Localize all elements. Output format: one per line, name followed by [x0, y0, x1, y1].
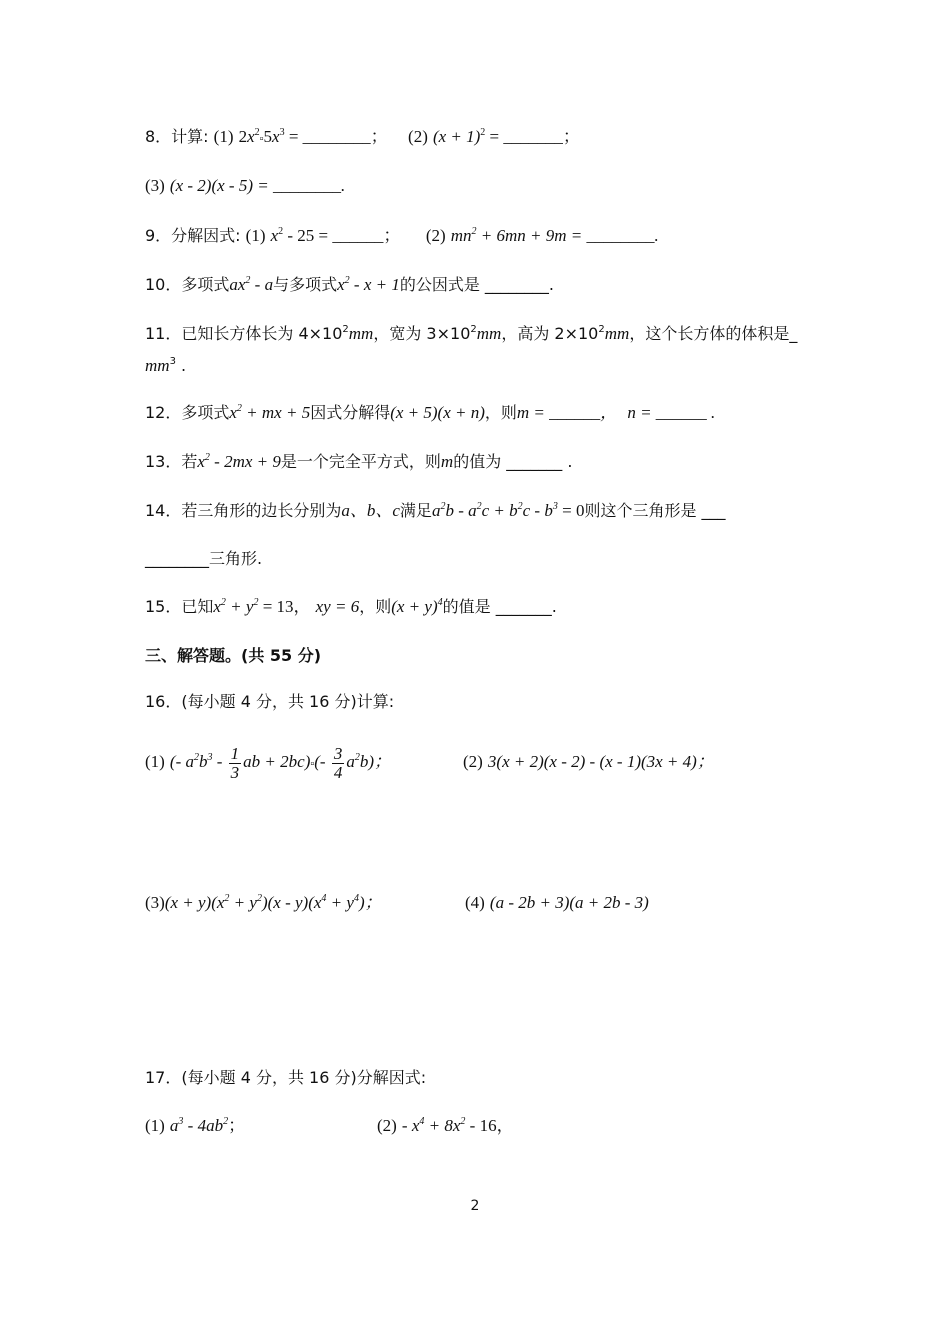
q14-expr: $a^2b - a^2c + b^2c - b^3 = 0$ — [431, 501, 585, 520]
question-13 — [145, 451, 572, 473]
q17-part2-label: (2) — [377, 1116, 397, 1135]
q8-part3-label: (3) — [145, 176, 165, 195]
question-8 — [145, 126, 580, 150]
question-16-part4 — [465, 892, 649, 914]
q8-part2-label: (2) — [408, 127, 428, 146]
q9-expr1: $x^2 - 25$ = ______； — [270, 226, 401, 245]
q12-expr2: (x + 5)(x + n) — [390, 403, 485, 422]
q8-expr3: (x - 2)(x - 5) = ________. — [169, 176, 346, 195]
question-16-title: 16．(每小题 4 分，共 16 分)计算: — [145, 692, 395, 711]
q13-tail: 的值为 _______ . — [453, 452, 573, 471]
q12-m-blank: m = ______， — [516, 403, 618, 422]
q11-unit3: mm — [604, 324, 630, 343]
question-11: 11．已知长方体长为 $4\times 10^2mm$，宽为 $3\times 10^2mm$，高为 $2\times 10^2mm$，这个长方体的体积是_ — [145, 324, 798, 343]
question-17-title: 17．(每小题 4 分，共 16 分)分解因式: — [145, 1068, 427, 1087]
q14-sides: a、b、c — [341, 501, 400, 520]
q15-number: 15．已知 — [145, 597, 214, 616]
q8-expr1: $2x^2▫5x^3$ = ________； — [238, 127, 388, 146]
q14-mid: 满足 — [399, 501, 432, 520]
q15-tail: 的值是 _______. — [442, 597, 557, 616]
page-number: 2 — [470, 1198, 480, 1214]
q8-expr2: $(x + 1)^2$ = _______； — [432, 127, 580, 146]
q12-tail: ，则 — [484, 403, 517, 422]
question-17-part1 — [145, 1115, 245, 1137]
q11-text1: 11．已知长方体长为 4×10 — [145, 324, 343, 343]
question-14-line2 — [145, 548, 262, 570]
q9-part2-label: (2) — [425, 226, 446, 245]
q14-tail: 则这个三角形是 ___ — [584, 501, 726, 520]
section-3-heading: 三、解答题。(共 55 分) — [145, 646, 322, 665]
q13-expr: $x^2 - 2mx + 9$ — [197, 452, 281, 471]
q15-expr2: xy = 6 — [315, 597, 360, 616]
q13-mid: 是一个完全平方式，则 — [280, 452, 441, 471]
q17-part1-label: (1) — [145, 1116, 165, 1135]
q15-mid: ，则 — [359, 597, 392, 616]
q8-number: 8．计算: — [145, 127, 209, 146]
q9-number: 9．分解因式: — [145, 226, 241, 245]
question-14 — [145, 500, 726, 522]
q11-unit1: mm — [348, 324, 374, 343]
q16-expr2: 3(x + 2)(x - 2) - (x - 1)(3x + 4)； — [487, 752, 714, 771]
question-15 — [145, 596, 557, 618]
q14-line2-text: ________三角形. — [145, 549, 263, 568]
q16-part1-label: (1) — [145, 752, 165, 771]
fraction-1-3: $\frac{1}{3}$ — [230, 743, 240, 782]
question-10 — [145, 274, 554, 296]
q10-tail: 的公因式是 ________. — [399, 275, 555, 294]
q15-expr3: $(x + y)^4$ — [391, 597, 443, 616]
q12-mid: 因式分解得 — [310, 403, 391, 422]
q16-part2-label: (2) — [463, 752, 483, 771]
q10-number: 10．多项式 — [145, 275, 230, 294]
q17-expr2: - $x^4 + 8x^2 - 16$， — [401, 1116, 514, 1135]
q9-part1-label: (1) — [245, 226, 266, 245]
q10-expr2: $x^2 - x + 1$ — [337, 275, 400, 294]
q11-text4: ，这个长方体的体积是_ — [629, 324, 798, 343]
question-16-row1 — [145, 740, 391, 784]
q17-expr1: $a^3 - 4ab^2$； — [169, 1116, 246, 1135]
q15-expr1: $x^2 + y^2 = 13$， — [213, 597, 311, 616]
q16-expr3: $(x + y)(x^2 + y^2)(x - y)(x^4 + y^4)$； — [164, 893, 382, 912]
question-9 — [145, 225, 659, 247]
q10-expr1: $ax^2$ - a — [229, 275, 274, 294]
question-16-part3 — [145, 892, 382, 914]
q16-expr1: (- $a^2b^3$ - $\frac{1}{3}$ ab + 2bc)▫(- $\frac{3}{4}$ $a^2b$)； — [169, 743, 392, 782]
fraction-3-4: $\frac{3}{4}$ — [333, 743, 343, 782]
q16-part4-label: (4) — [465, 893, 485, 912]
q11-end: . — [181, 356, 187, 375]
q11-answer-unit: mm — [145, 356, 170, 375]
question-11-unit-line: $mm^3$ . — [145, 356, 187, 375]
q16-part3-label: (3) — [145, 893, 165, 912]
q13-number: 13．若 — [145, 452, 198, 471]
q12-n-blank: n = ______ . — [627, 403, 716, 422]
question-17-part2 — [377, 1115, 514, 1137]
q11-text3: ，高为 2×10 — [501, 324, 599, 343]
q14-number: 14．若三角形的边长分别为 — [145, 501, 342, 520]
q10-mid: 与多项式 — [273, 275, 338, 294]
question-12 — [145, 402, 715, 424]
q9-expr2: $mn^2 + 6mn + 9m$ = ________. — [450, 226, 659, 245]
q11-unit2: mm — [476, 324, 502, 343]
q13-m: m — [440, 452, 454, 471]
q16-expr4: (a - 2b + 3)(a + 2b - 3) — [489, 893, 649, 912]
question-16-part2 — [463, 740, 714, 784]
question-8-part3 — [145, 175, 345, 197]
q12-expr1: $x^2$ + mx + 5 — [229, 403, 311, 422]
q11-text2: ，宽为 3×10 — [373, 324, 471, 343]
q12-number: 12．多项式 — [145, 403, 230, 422]
q8-part1-label: (1) — [213, 127, 234, 146]
